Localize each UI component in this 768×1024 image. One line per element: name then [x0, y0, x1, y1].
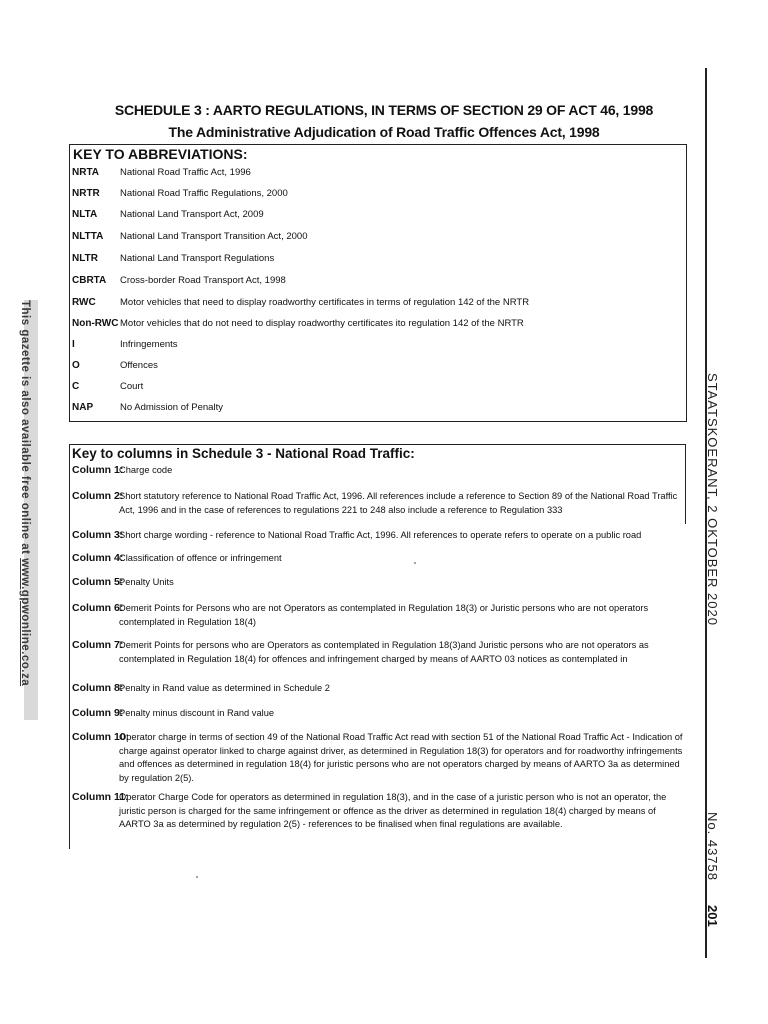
column-key-label: Column 5:: [72, 576, 124, 588]
column-key-description: Charge code: [119, 465, 173, 475]
abbreviation-description: Motor vehicles that do not need to display roadworthy certificates ito regulation 142 of the NRTR: [120, 318, 524, 329]
column-key-description: Classification of offence or infringement: [119, 553, 282, 563]
abbreviations-heading: KEY TO ABBREVIATIONS:: [73, 146, 248, 162]
abbreviation-row: [70, 275, 684, 295]
abbreviation-row: [70, 253, 684, 273]
page-number: 201: [705, 905, 720, 927]
abbreviation-code: NRTA: [72, 167, 100, 178]
column-key-label: Column 10:: [72, 731, 130, 743]
act-title: The Administrative Adjudication of Road Traffic Offences Act, 1998: [168, 124, 600, 140]
abbreviation-code: NAP: [72, 402, 94, 413]
column-key-description: Operator Charge Code for operators as determined in regulation 18(3), and in the case of a juristic person who is not an operator, the juristic person is charged for the same infringement or offence as the driver as determined in regulation 18(4) charged by means of AARTO 3a as determined by regulation 2(5) - references to be finalised when final regulations are available.: [119, 792, 667, 829]
abbreviation-code: NLTR: [72, 253, 98, 264]
abbreviation-code: NLTTA: [72, 231, 104, 242]
online-availability-note: [19, 300, 31, 686]
gazette-masthead: STAATSKOERANT, 2 OKTOBER 2020: [705, 373, 720, 626]
column-key-description: Penalty Units: [119, 577, 174, 587]
columns-box-right-rule: [685, 444, 686, 524]
abbreviation-code: NLTA: [72, 209, 98, 220]
abbreviation-description: Motor vehicles that need to display roadworthy certificates in terms of regulation 142 of the NRTR: [120, 297, 530, 308]
abbreviation-description: Cross-border Road Transport Act, 1998: [120, 275, 286, 286]
column-key-description: Operator charge in terms of section 49 of the National Road Traffic Act read with section 51 of the National Road Traffic Act - Indication of charge against operator linked to charge against driver, as determined in Regulation 18(3) for operators and for roadworthy infringements and offences as determined in regulation 18(4) for juristic persons who are not operators charged by means of AARTO 3a as determined by regulation 2(5).: [119, 732, 683, 783]
gazette-number: No. 43758: [705, 812, 720, 881]
abbreviation-code: RWC: [72, 297, 96, 308]
online-note-text: This gazette is also available free online at: [19, 300, 31, 559]
abbreviation-description: Court: [120, 381, 144, 392]
schedule-title: SCHEDULE 3 : AARTO REGULATIONS, IN TERMS OF SECTION 29 OF ACT 46, 1998: [114, 102, 654, 118]
columns-box-left-rule: [69, 444, 70, 849]
abbreviation-row: [70, 188, 684, 208]
abbreviation-row: [70, 209, 684, 229]
scan-speck: [414, 562, 416, 564]
columns-box-top-rule: [69, 444, 686, 445]
column-key-description: Short charge wording - reference to National Road Traffic Act, 1996. All references to operate refers to operate on a public road: [119, 530, 642, 540]
column-key-label: Column 3:: [72, 529, 124, 541]
column-key-description: Penalty minus discount in Rand value: [119, 708, 275, 718]
abbreviation-code: Non-RWC: [72, 318, 119, 329]
abbreviation-row: [70, 318, 684, 338]
abbreviation-description: National Road Traffic Act, 1996: [120, 167, 251, 178]
abbreviation-row: [70, 402, 684, 422]
column-key-description: Demerit Points for Persons who are not Operators as contemplated in Regulation 18(3) or Juristic persons who are not operators contemplated in Regulation 18(4): [119, 603, 649, 627]
abbreviation-row: [70, 339, 684, 359]
column-key-label: Column 7:: [72, 639, 124, 651]
abbreviation-description: National Land Transport Transition Act, 2000: [120, 231, 308, 242]
column-key-label: Column 9:: [72, 707, 124, 719]
abbreviations-box: [69, 144, 687, 422]
abbreviation-code: CBRTA: [72, 275, 107, 286]
column-key-label: Column 2:: [72, 490, 124, 502]
abbreviation-row: [70, 297, 684, 317]
column-key-label: Column 4:: [72, 552, 124, 564]
abbreviation-code: O: [72, 360, 80, 371]
abbreviation-description: National Land Transport Regulations: [120, 253, 275, 264]
columns-key-heading: Key to columns in Schedule 3 - National Road Traffic:: [72, 446, 415, 461]
abbreviation-description: National Land Transport Act, 2009: [120, 209, 264, 220]
abbreviation-description: Infringements: [120, 339, 178, 350]
gpwonline-link[interactable]: www.gpwonline.co.za: [19, 558, 31, 687]
abbreviation-code: I: [72, 339, 75, 350]
column-key-description: Penalty in Rand value as determined in Schedule 2: [119, 683, 330, 693]
abbreviation-code: NRTR: [72, 188, 100, 199]
abbreviation-row: [70, 231, 684, 251]
column-key-description: Short statutory reference to National Road Traffic Act, 1996. All references include a reference to Section 89 of the National Road Traffic Act, 1996 and in the case of references to regulations 221 to 248 also include a reference to Regulation 333: [119, 491, 678, 515]
abbreviation-description: National Road Traffic Regulations, 2000: [120, 188, 288, 199]
column-key-description: Demerit Points for persons who are Operators as contemplated in Regulation 18(3)and Juristic persons who are not operators as contemplated in Regulation 18(4) for offences and infringement charged by means of AARTO 03 notices as contemplated in: [119, 640, 649, 664]
abbreviation-row: [70, 360, 684, 380]
column-key-label: Column 1:: [72, 464, 124, 476]
abbreviation-description: No Admission of Penalty: [120, 402, 223, 413]
column-key-label: Column 11:: [72, 791, 129, 803]
scan-speck: [196, 876, 198, 878]
column-key-label: Column 8:: [72, 682, 124, 694]
abbreviation-row: [70, 167, 684, 187]
abbreviation-code: C: [72, 381, 80, 392]
column-key-label: Column 6:: [72, 602, 124, 614]
abbreviation-row: [70, 381, 684, 401]
abbreviation-description: Offences: [120, 360, 158, 371]
